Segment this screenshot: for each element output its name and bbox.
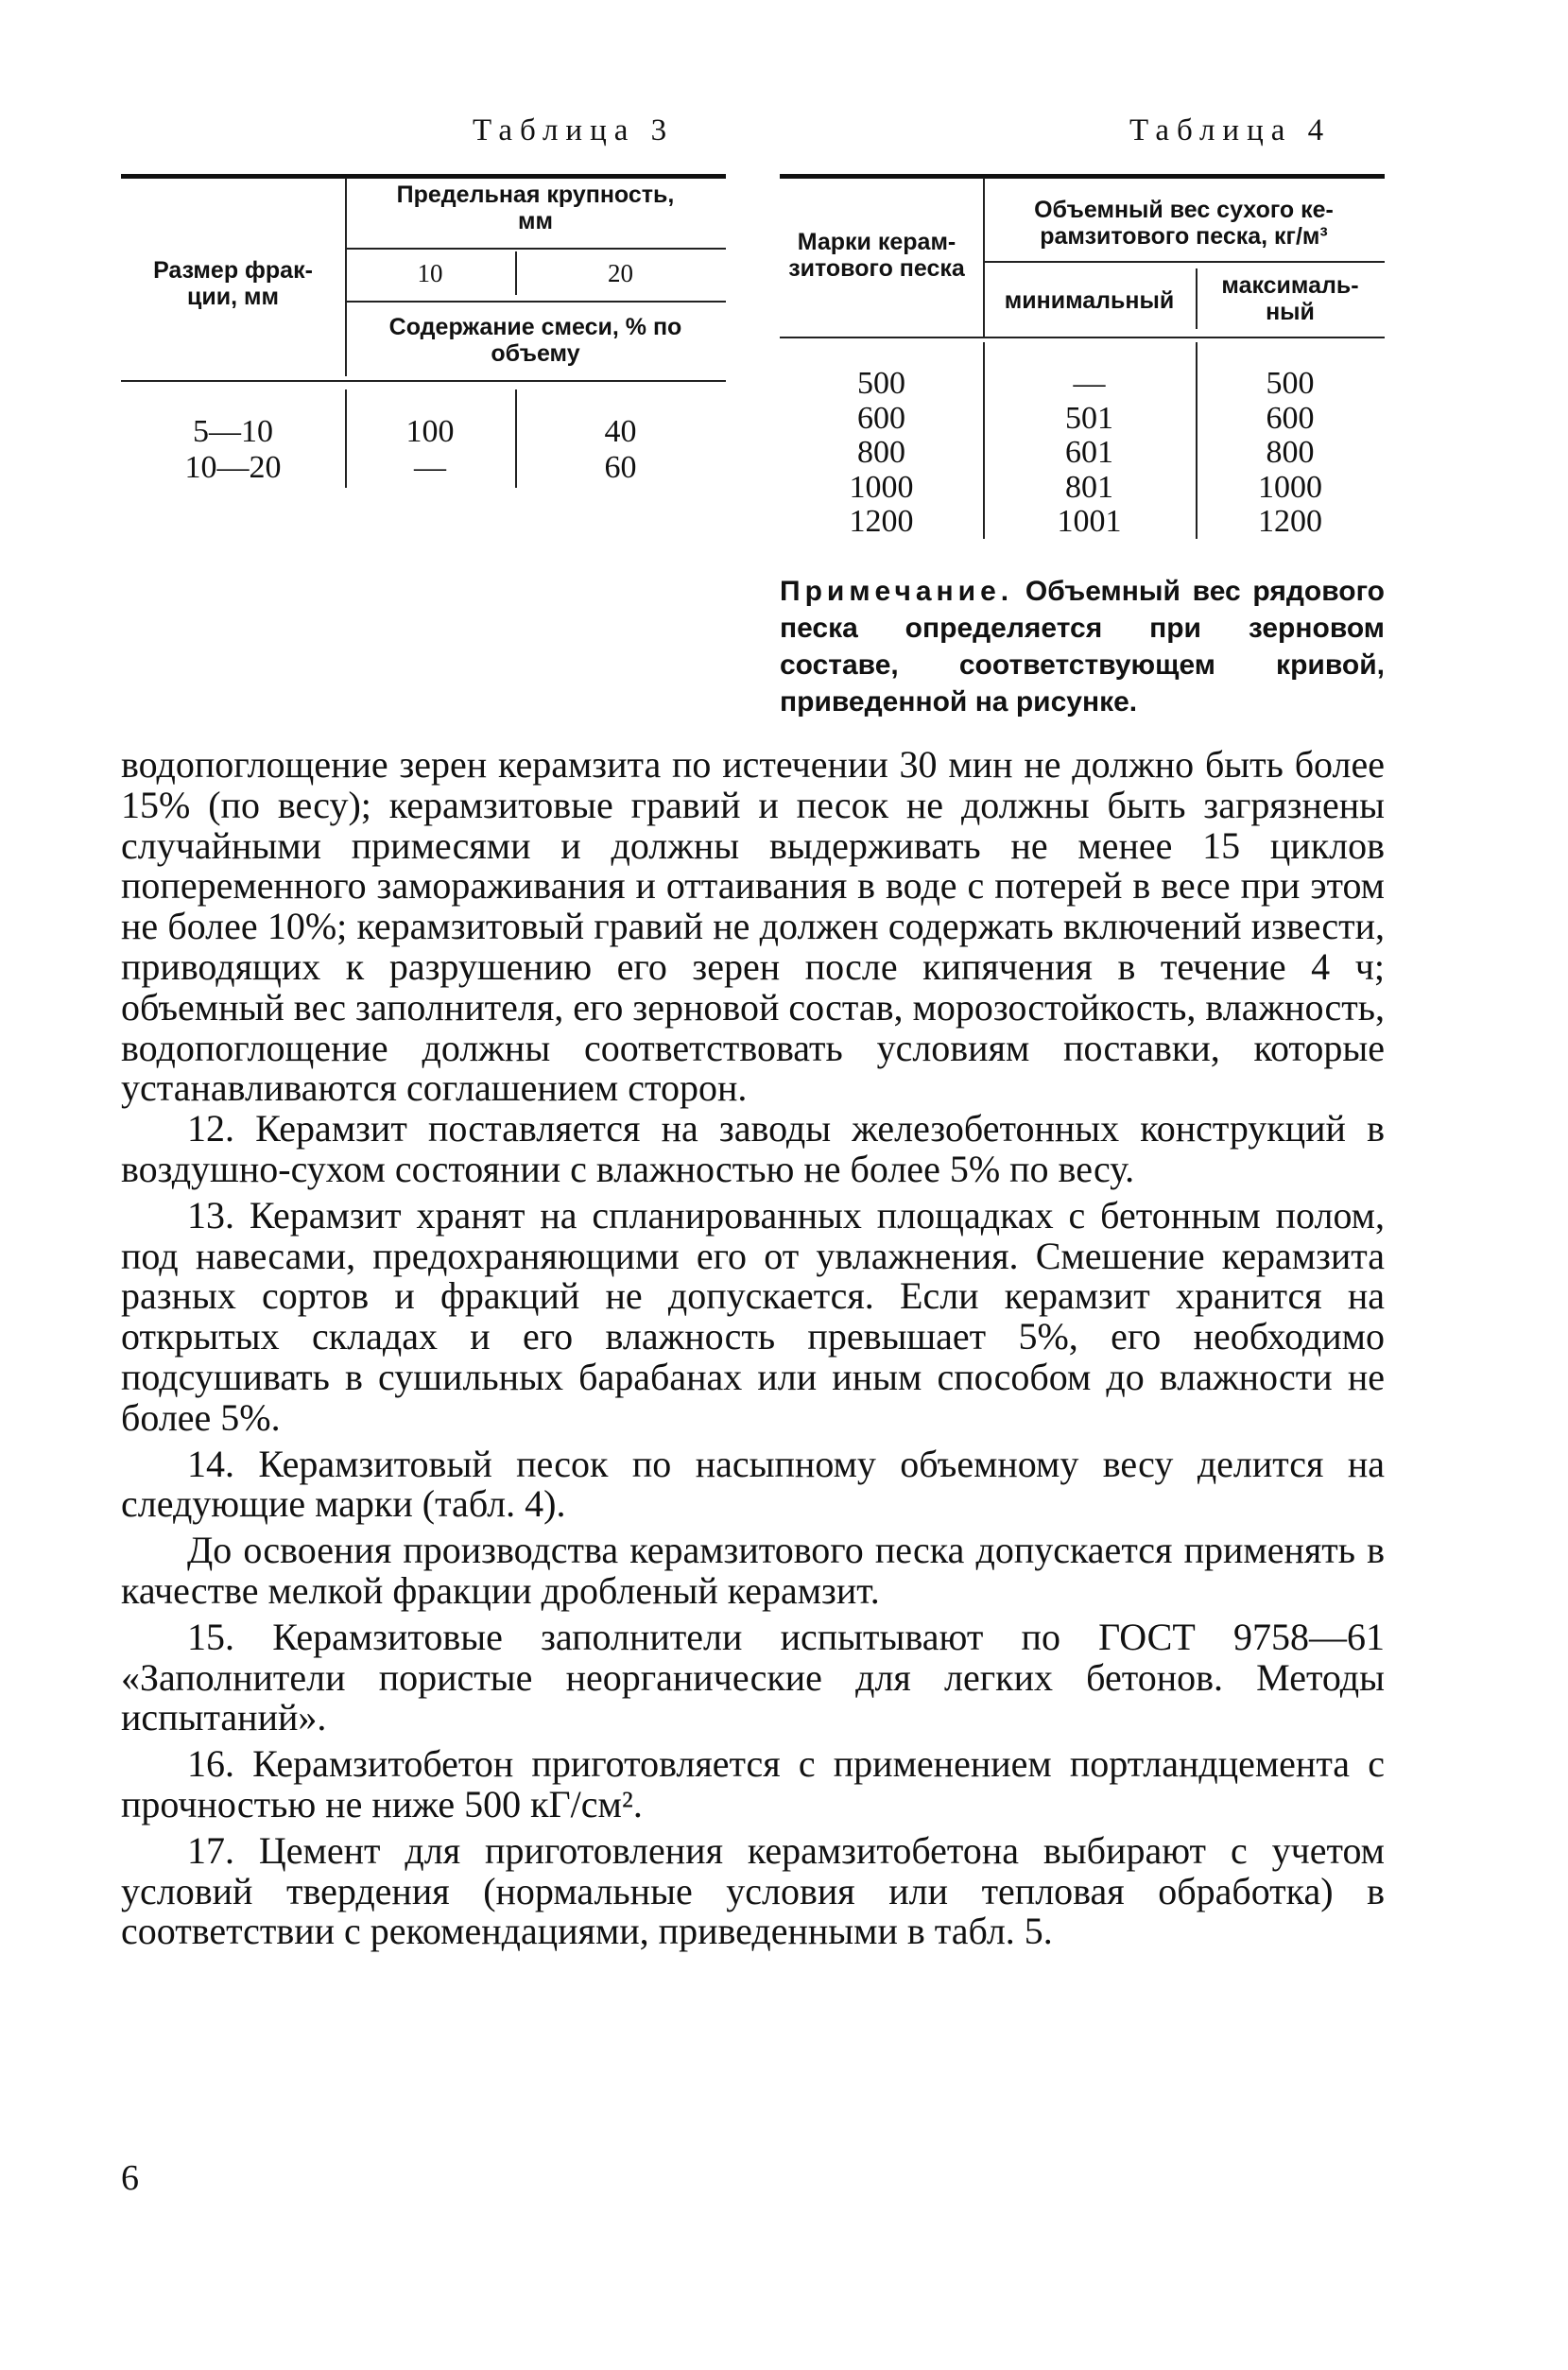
table-4-header-rule — [780, 337, 1385, 338]
paragraph-continuation: водопоглощение зерен керамзита по истечении 30 мин не должно быть более 15% (по весу); керамзитовые гравий и песок не должны быть загрязнены случайными примесями и должны выдерживать не менее 15 циклов попеременного замораживания и оттаивания в воде с потерей в весе при этом не более 10%; керамзитовый гравий не должен содержать включений извести, приводящих к разрушению его зерен после кипячения в течение 4 ч; объемный вес заполнителя, его зерновой состав, морозостойкость, влажность, водопоглощение должны соответствовать условиям поставки, которые устанавливаются соглашением сторон. — [121, 743, 1385, 1110]
paragraph-14-continued: До освоения производства керамзитового песка допускается применять в качестве мелкой фракции дробленый керамзит. — [121, 1529, 1385, 1612]
paragraph-15: 15. Керамзитовые заполнители испытывают по ГОСТ 9758—61 «Заполнители пористые неорганические для легких бетонов. Методы испытаний». — [121, 1615, 1385, 1739]
table-4-header-grade: Марки керам- зитового песка — [788, 229, 965, 282]
paragraph-16: 16. Керамзитобетон приготовляется с применением портландцемента с прочностью не ниже 500 кГ/см². — [121, 1742, 1385, 1825]
table-3-header-col-10: 10 — [417, 259, 443, 287]
paragraph-17: 17. Цемент для приготовления керамзитобетона выбирают с учетом условий твердения (нормальные условия или тепловая обработка) в соответствии с рекомендациями, приведенными в табл. 5. — [121, 1828, 1385, 1953]
table-3-header-fraction: Размер фрак- ции, мм — [153, 257, 313, 310]
table-4-header-max: максималь- ный — [1221, 272, 1359, 325]
table-3-top-rule — [121, 174, 726, 179]
table-3-fraction-values: 5—10 10—20 — [184, 414, 282, 485]
table-4-grade-values: 500 600 800 1000 1200 — [849, 366, 914, 539]
table-3-col-10-values: 100 — — [405, 414, 455, 485]
page-number: 6 — [121, 2158, 139, 2198]
table-4-rule — [983, 261, 1385, 263]
paragraph-12: 12. Керамзит поставляется на заводы железобетонных конструкций в воздушно-сухом состоянии с влажностью не более 5% по весу. — [121, 1107, 1385, 1190]
table-3-header-col-20: 20 — [608, 259, 633, 287]
table-3-caption: Таблица 3 — [473, 113, 675, 147]
table-3-rule — [345, 248, 726, 250]
paragraph-14: 14. Керамзитовый песок по насыпному объемному весу делится на следующие марки (табл. 4). — [121, 1442, 1385, 1526]
table-3-rule — [345, 301, 726, 303]
table-4-min-values: — 501 601 801 1001 — [1057, 366, 1122, 539]
body-text — [121, 745, 1385, 1952]
table-3-header-rule — [121, 380, 726, 382]
table-4-caption: Таблица 4 — [1129, 113, 1332, 147]
table-3-col-20-values: 40 60 — [604, 414, 637, 485]
table-3-header-content: Содержание смеси, % по объему — [388, 314, 682, 367]
table-4-header-weight: Объемный вес сухого ке- рамзитового песка, кг/м³ — [1034, 197, 1334, 250]
paragraph-13: 13. Керамзит хранят на спланированных площадках с бетонным полом, под навесами, предохраняющими его от увлажнения. Смешение керамзита разных сортов и фракций не допускается. Если керамзит хранится на открытых складах и его влажность превышает 5%, его необходимо подсушивать в сушильных барабанах или иным способом до влажности не более 5%. — [121, 1193, 1385, 1439]
table-4-top-rule — [780, 174, 1385, 179]
table-4-max-values: 500 600 800 1000 1200 — [1258, 366, 1322, 539]
note-label: Примечание. — [780, 576, 1014, 607]
table-3-header-limit: Предельная крупность, мм — [396, 182, 675, 234]
table-4-header-min: минимальный — [1004, 287, 1175, 314]
note-text: Объемный вес рядового песка определяется при зерновом составе, соответствующем кривой, приведенной на рисунке. — [780, 576, 1386, 718]
table-4-note — [780, 573, 1385, 720]
